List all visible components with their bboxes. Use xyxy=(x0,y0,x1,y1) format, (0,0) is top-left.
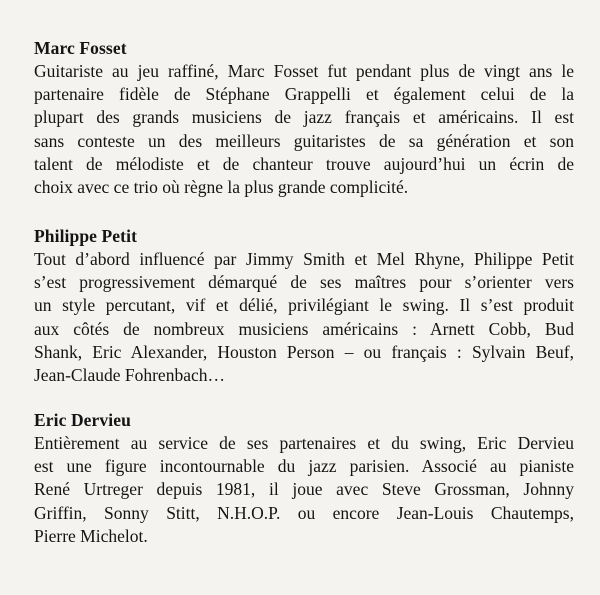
bio-marc-fosset xyxy=(34,36,574,199)
bio-line: plupart des grands musiciens de jazz français et américains. Il est xyxy=(34,107,574,128)
bio-eric-dervieu xyxy=(34,408,574,548)
bio-line: Jean-Claude Fohrenbach… xyxy=(34,365,225,386)
bio-line: s’est progressivement démarqué de ses maîtres pour s’orienter vers xyxy=(34,272,574,293)
bio-line: Tout d’abord influencé par Jimmy Smith et Mel Rhyne, Philippe Petit xyxy=(34,249,574,269)
bio-line: talent de mélodiste et de chanteur trouve aujourd’hui un écrin de xyxy=(34,153,574,174)
bio-line: Entièrement au service de ses partenaires et du swing, Eric Dervieu xyxy=(34,433,574,453)
bio-line: Guitariste au jeu raffiné, Marc Fosset fut pendant plus de vingt ans le xyxy=(34,61,574,81)
bio-text xyxy=(34,248,574,387)
bio-line: un style percutant, vif et délié, privilégiant le swing. Il s’est produit xyxy=(34,295,574,316)
bio-name: Philippe Petit xyxy=(34,226,137,246)
bio-line: Pierre Michelot. xyxy=(34,525,148,546)
bio-line: Griffin, Sonny Stitt, N.H.O.P. ou encore Jean-Louis Chautemps, xyxy=(34,502,574,523)
bio-line: choix avec ce trio où règne la plus grande complicité. xyxy=(34,177,409,198)
bio-line: sans conteste un des meilleurs guitaristes de sa génération et son xyxy=(34,130,574,151)
bio-name: Marc Fosset xyxy=(34,38,127,58)
bio-line: aux côtés de nombreux musiciens américains : Arnett Cobb, Bud xyxy=(34,318,574,339)
bio-line: René Urtreger depuis 1981, il joue avec Steve Grossman, Johnny xyxy=(34,479,574,500)
bio-line: Shank, Eric Alexander, Houston Person – ou français : Sylvain Beuf, xyxy=(34,341,574,362)
bio-philippe-petit xyxy=(34,224,574,387)
bio-text xyxy=(34,60,574,199)
bio-text xyxy=(34,432,574,548)
bio-line: est une figure incontournable du jazz parisien. Associé au pianiste xyxy=(34,456,574,477)
bio-name: Eric Dervieu xyxy=(34,410,131,430)
bio-line: partenaire fidèle de Stéphane Grappelli et également celui de la xyxy=(34,84,574,105)
